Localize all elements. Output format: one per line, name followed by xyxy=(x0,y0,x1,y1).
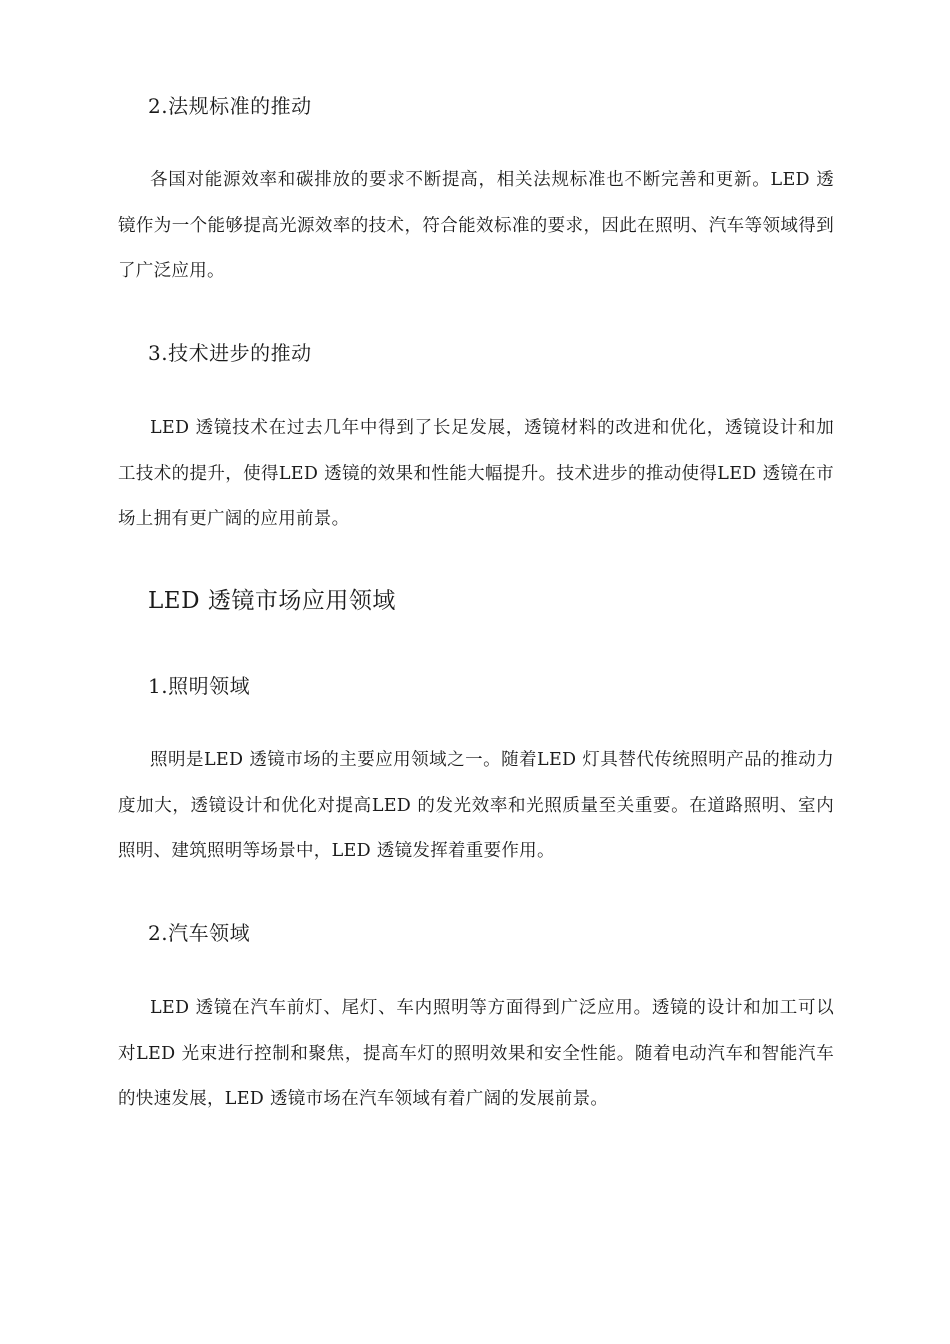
major-heading-applications: LED 透镜市场应用领域 xyxy=(148,588,396,614)
paragraph-technology: LED 透镜技术在过去几年中得到了长足发展，透镜材料的改进和优化，透镜设计和加工技术的提升，使得LED 透镜的效果和性能大幅提升。技术进步的推动使得LED 透镜在市场上拥有更广阔的应用前景。 xyxy=(118,418,834,529)
paragraph-lighting: 照明是LED 透镜市场的主要应用领域之一。随着LED 灯具替代传统照明产品的推动力度加大，透镜设计和优化对提高LED 的发光效率和光照质量至关重要。在道路照明、室内照明、建筑照明等场景中，LED 透镜发挥着重要作用。 xyxy=(118,750,834,861)
section-heading-automotive: 2.汽车领域 xyxy=(148,921,251,945)
section-heading-lighting: 1.照明领域 xyxy=(148,674,251,698)
section-heading-technology: 3.技术进步的推动 xyxy=(148,341,312,365)
paragraph-regulations: 各国对能源效率和碳排放的要求不断提高，相关法规标准也不断完善和更新。LED 透镜作为一个能够提高光源效率的技术，符合能效标准的要求，因此在照明、汽车等领域得到了广泛应用。 xyxy=(118,170,834,281)
paragraph-automotive: LED 透镜在汽车前灯、尾灯、车内照明等方面得到广泛应用。透镜的设计和加工可以对LED 光束进行控制和聚焦，提高车灯的照明效果和安全性能。随着电动汽车和智能汽车的快速发展，LED 透镜市场在汽车领域有着广阔的发展前景。 xyxy=(118,998,834,1109)
section-heading-regulations: 2.法规标准的推动 xyxy=(148,94,312,118)
